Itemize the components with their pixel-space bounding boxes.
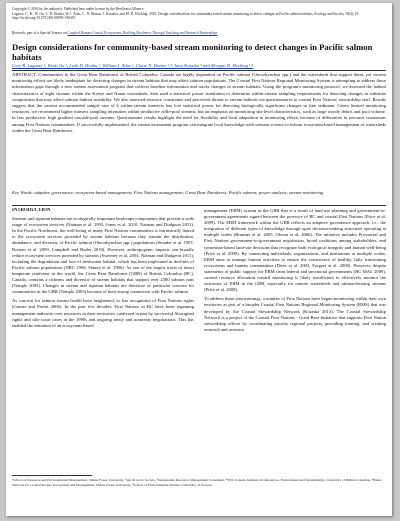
- body-paragraph: As concern for salmon stream health have heightened, so has recognition of First Nations rights (Garner and Parfitt 2006). In the past few decades, First Nations in BC have been regaining management authority over resources in their territories, catalyzed in part by successful Aboriginal rights and title court cases in the 1990s and ongoing treaty and nontreaty negotiations. This has enabled the initiation of an ecosystem-based: [12, 298, 194, 328]
- section-heading-introduction: INTRODUCTION: [12, 208, 51, 213]
- title-divider: [12, 70, 386, 71]
- body-columns: [12, 208, 386, 470]
- affiliation-footnote: ¹School of Resource and Environmental Management, Simon Fraser University, ²Qqs Projects Society, ³Independent Resource Management Consultant, ⁴TNC Canada, Institute for Resources, Environment and Sustainability, University of British Columbia, ⁵Hakai Network for Coastal People, Ecosystems and Management, Simon Fraser University, ⁶School of Environmental Studies, University of Victoria: [12, 478, 382, 487]
- author-list[interactable]: Cory R. Lagasse ¹, Wenli Ou ², Leah D. Honka ¹, William I. Atlas ¹, Claire N. Hutton ¹,⁴, Jana Kotaska ³ and Morgan D. Hocking ¹,⁴: [12, 63, 254, 68]
- paper-title: Design considerations for community-based stream monitoring to detect changes in Pacific salmon habitats: [12, 42, 373, 62]
- copyright-header: [12, 7, 386, 21]
- left-column: [12, 208, 194, 470]
- body-paragraph: To address these shortcomings, a number of First Nations have begun monitoring within their own territories as part of a broader Coastal First Nations Regional Monitoring System (RMS) that was developed by the Coastal Stewardship Network (Kotaska 2013). The Coastal Stewardship Network is a project of the Coastal First Nations - Great Bear Initiative that supports First Nation stewardship offices by coordinating priority regional projects, providing training, and creating outreach and resource: [204, 296, 386, 332]
- citation-line: Lagasse, C. R., W. Ou, L. D. Honka, W. I. Atlas, C. N. Hutton, J. Kotaska, and M. D. Hocking. 2016. Design considerations for community-based stream monitoring to detect changes in Pacific salmon habitats. Ecology and Society 19(4): 19. http://dx.doi.org/10.5751/ES-08876-190419: [12, 11, 360, 21]
- abstract: ABSTRACT. Communities in the Great Bear Rainforest of British Columbia, Canada are highly dependent on Pacific salmon (Oncorhynchus spp.) and the watersheds that support them, yet current monitoring efforts are likely inadequate for detecting changes in stream habitats that may affect salmon populations. The Coastal First Nations Regional Monitoring System is attempting to address these information gaps through a new stream assessment program that collects baseline information and tracks changes in stream habitats. Using the program's monitoring protocol, we assessed the habitat characteristics of eight streams within the Koeye and Namu watersheds, then used a statistical power simulation to determine within-stream sampling requirements for detecting changes in substrate composition that may affect salmon habitat suitability. We also assessed resource constraints and perceived threats to stream habitats via questionnaires to coastal First Nations' stewardship staff. Results suggest that the current recommended sample size of 6 within-stream transects has low statistical power for detecting biologically significant changes in fine sediment. Given limited monitoring resources, we recommend higher transect sampling intensities within productive riffle-pool streams, but an emphasis on monitoring site level characteristics, such as large woody debris and pool volume, in less productive, high gradient cascade-pool streams. Questionnaire results highlight the need for flexibility and local adaptation in monitoring efforts because of differences in resource constraints among First Nations communities. If successfully implemented, the stream assessment program can integrate local knowledge with western science to inform ecosystem-based management of watersheds within the Great Bear Rainforest.: [12, 72, 386, 133]
- copyright-line: Copyright © 2016 by the author(s). Published here under license by the Resilience Alliance.: [12, 7, 145, 11]
- keywords: Key Words: adaptive governance; ecosystem-based management; First Nations management; Great Bear Rainforest; Pacific salmon; power analysis; stream monitoring: [12, 190, 324, 195]
- research-prefix: Research, part of a Special Feature on: [12, 31, 68, 35]
- research-line: [12, 31, 386, 36]
- body-divider: [12, 205, 386, 206]
- body-paragraph: Streams and riparian habitats are ecologically important landscape components that provide a wide range of ecosystem services (Naiman et al. 1993, Jones et al. 2010, Naiman and Dudgeon 2011). In the Pacific Northwest, the well-being of many First Nations communities is intrinsically linked to the ecosystem services provided by stream habitats because they sustain the distribution, abundance, and diversity of Pacific salmon (Oncorhynchus spp.) populations (Stouder et al. 1997, Bottom et al. 2009, Campbell and Butler 2010). However, anthropogenic impacts can broadly reduce ecosystem services provided by streams (Sweeney et al. 2004, Naiman and Dudgeon 2011), including the degradation and loss of freshwater habitat, which has been implicated in declines of Pacific salmon populations (NRC 1996, Slaney et al. 1996). As one of the largest tracts of intact temperate rainforest in the world, the Great Bear Rainforest (GBR) of British Columbia (BC), Canada, contains a richness and diversity of stream habitats that support over 2500 salmon runs (Temple 2005). Changes in stream and riparian habitats are therefore of particular concern for communities in the GBR (Temple 2005) because of their strong connection with Pacific salmon.: [12, 216, 194, 295]
- body-paragraph: management (EBM) system in the GBR that is a result of land use planning and government-to-government agreements signed between the province of BC and coastal First Nations (Price et al. 2009). The EBM framework within the GBR reflects an adaptive governance approach, i.e., the integration of different types of knowledge through open decision-making structures operating at multiple scales (Brunner et al. 2005, Olsson et al. 2006). The initiative includes Provincial and First Nations government-to-government negotiation, broad coalitions among stakeholders, and consensus-based land-use decisions that recognize both ecological integrity and human well-being (Price et al. 2009). By connecting individuals, organizations, and institutions at multiple scales, EBM aims to manage human activities to ensure the coexistence of healthy, fully functioning ecosystems and human communities (Dietz et al. 2003, Forgeet et al. 2008). However, despite statements of public support for EBM from federal and provincial governments (BC MAL 2009), current resource allocation toward monitoring is likely insufficient to effectively monitor the outcomes of EBM in the GBR, especially for remote watersheds and salmon-bearing streams (Price et al. 2008).: [204, 208, 386, 293]
- special-feature-link[interactable]: Coupled Human-Coastal Ecosystems: Building Resilience Through Teaching and Research Partnerships: [67, 31, 218, 35]
- paper-page: [6, 3, 392, 516]
- right-column: [204, 208, 386, 470]
- footnote-divider: [12, 475, 92, 476]
